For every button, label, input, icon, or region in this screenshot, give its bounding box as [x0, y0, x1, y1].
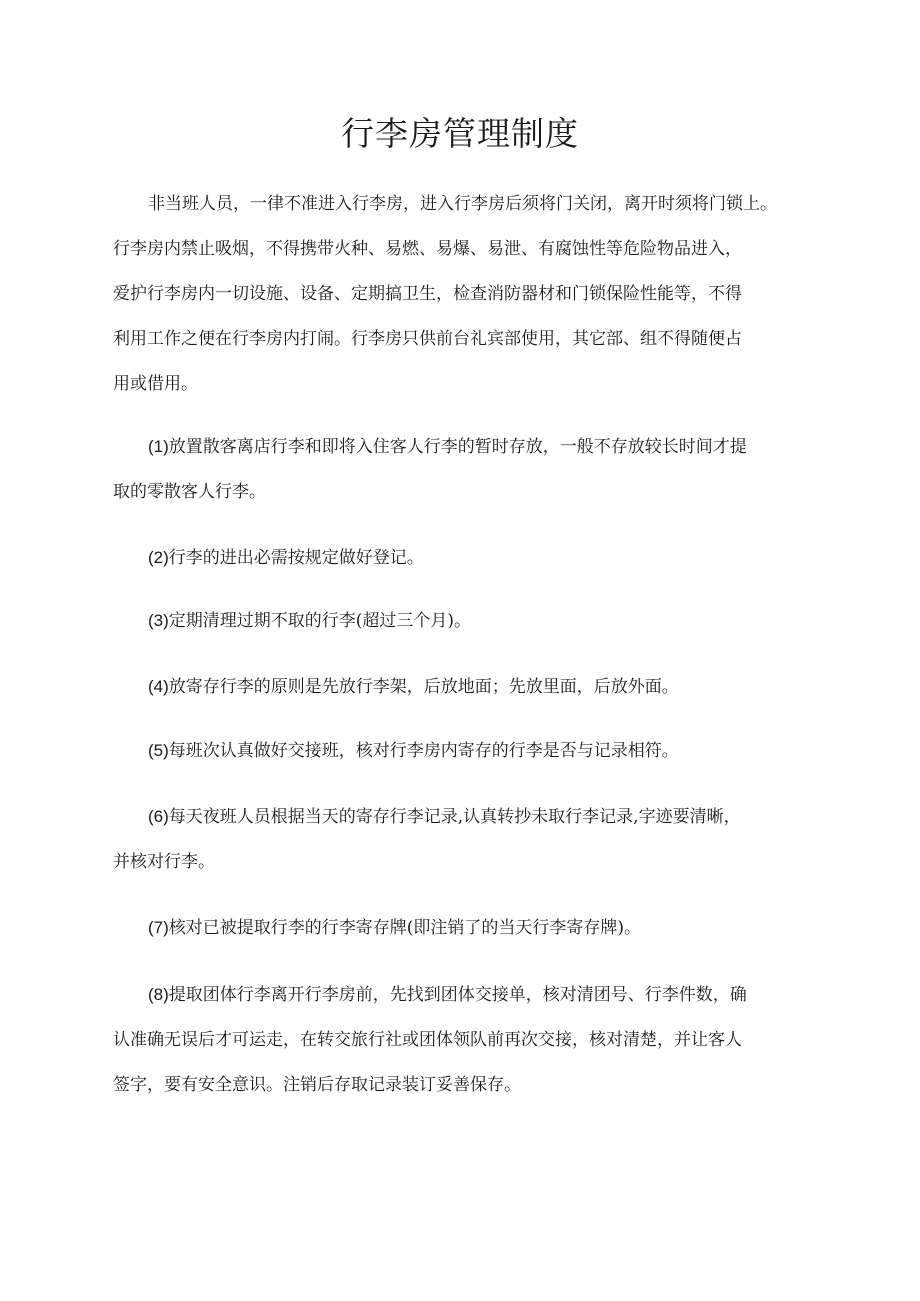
rule-line — [113, 424, 807, 470]
rule-item-1 — [113, 424, 807, 515]
rule-text: 放寄存行李的原则是先放行李架，后放地面；先放里面，后放外面。 — [168, 677, 679, 697]
rule-line — [113, 905, 807, 951]
rule-text: 放置散客离店行李和即将入住客人行李的暂时存放，一般不存放较长时间才提 — [168, 437, 747, 457]
rule-text: 每班次认真做好交接班，核对行李房内寄存的行李是否与记录相符。 — [168, 741, 679, 761]
intro-paragraph — [113, 182, 807, 407]
rule-line: 取的零散客人行李。 — [113, 482, 266, 502]
rule-number: (1) — [148, 437, 169, 456]
intro-line: 用或借用。 — [113, 374, 198, 394]
rule-number: (8) — [148, 985, 169, 1004]
rule-line — [113, 664, 807, 710]
rule-text: 提取团体行李离开行李房前，先找到团体交接单，核对清团号、行李件数，确 — [168, 985, 747, 1005]
rule-number: (5) — [148, 741, 169, 760]
rule-text: 核对已被提取行李的行李寄存牌(即注销了的当天行李寄存牌)。 — [168, 918, 642, 938]
rule-text: 每天夜班人员根据当天的寄存行李记录,认真转抄未取行李记录,字迹要清晰， — [168, 807, 741, 827]
intro-line: 利用工作之便在行李房内打闹。行李房只供前台礼宾部使用，其它部、组不得随便占 — [113, 329, 742, 349]
rule-line — [113, 535, 807, 581]
rule-line — [113, 598, 807, 644]
intro-line: 行李房内禁止吸烟，不得携带火种、易燃、易爆、易泄、有腐蚀性等危险物品进入， — [113, 239, 742, 259]
rule-number: (2) — [148, 548, 169, 567]
rule-line: 并核对行李。 — [113, 852, 215, 872]
document-title: 行李房管理制度 — [341, 114, 579, 153]
rule-text: 定期清理过期不取的行李(超过三个月)。 — [168, 611, 472, 631]
rule-item-8 — [113, 972, 807, 1108]
rule-line: 认准确无误后才可运走，在转交旅行社或团体领队前再次交接，核对清楚，并让客人 — [113, 1030, 742, 1050]
rule-item-5 — [113, 728, 807, 774]
rule-line — [113, 794, 807, 840]
rule-text: 行李的进出必需按规定做好登记。 — [168, 548, 424, 568]
rule-number: (7) — [148, 918, 169, 937]
rule-item-7 — [113, 905, 807, 951]
rule-line — [113, 728, 807, 774]
rule-line — [113, 972, 807, 1018]
rule-item-2 — [113, 535, 807, 581]
rule-item-6 — [113, 794, 807, 885]
rule-number: (4) — [148, 677, 169, 696]
rule-line: 签字，要有安全意识。注销后存取记录装订妥善保存。 — [113, 1075, 521, 1095]
rule-number: (3) — [148, 611, 169, 630]
rule-number: (6) — [148, 807, 169, 826]
intro-line: 爱护行李房内一切设施、设备、定期搞卫生，检查消防器材和门锁保险性能等，不得 — [113, 284, 742, 304]
rule-item-3 — [113, 598, 807, 644]
rule-item-4 — [113, 664, 807, 710]
intro-line: 非当班人员，一律不准进入行李房，进入行李房后须将门关闭，离开时须将门锁上。 — [148, 194, 777, 214]
